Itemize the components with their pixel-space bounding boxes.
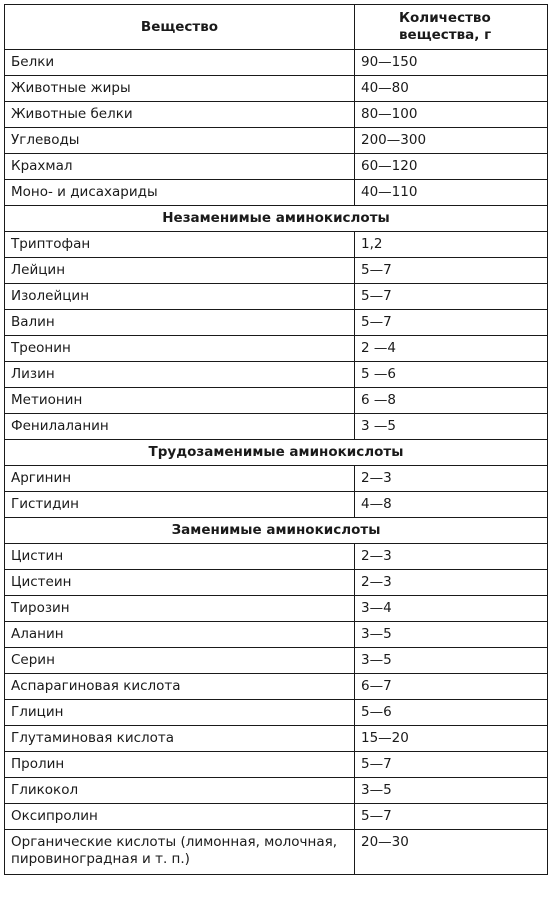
substance-cell: Органические кислоты (лимонная, молочная, пировиноградная и т. п.) <box>5 830 355 875</box>
header-row <box>5 5 548 50</box>
substance-cell: Тирозин <box>5 596 355 622</box>
table-row <box>5 778 548 804</box>
table-row <box>5 804 548 830</box>
table-row <box>5 76 548 102</box>
substance-cell: Аланин <box>5 622 355 648</box>
table-row <box>5 700 548 726</box>
table-row <box>5 180 548 206</box>
amount-cell: 5—7 <box>355 284 548 310</box>
table-row <box>5 622 548 648</box>
amount-cell: 3—5 <box>355 622 548 648</box>
section-title: Трудозаменимые аминокислоты <box>5 440 548 466</box>
table-body <box>5 50 548 875</box>
table-row <box>5 570 548 596</box>
table-row <box>5 154 548 180</box>
amount-cell: 5—6 <box>355 700 548 726</box>
amount-cell: 1,2 <box>355 232 548 258</box>
section-title: Заменимые аминокислоты <box>5 518 548 544</box>
amount-cell: 90—150 <box>355 50 548 76</box>
substance-cell: Глицин <box>5 700 355 726</box>
section-row <box>5 206 548 232</box>
table-row <box>5 310 548 336</box>
amount-cell: 3—5 <box>355 778 548 804</box>
nutrient-table <box>4 4 548 875</box>
substance-cell: Глутаминовая кислота <box>5 726 355 752</box>
amount-cell: 6 —8 <box>355 388 548 414</box>
table-row <box>5 414 548 440</box>
substance-cell: Метионин <box>5 388 355 414</box>
amount-cell: 80—100 <box>355 102 548 128</box>
substance-cell: Гистидин <box>5 492 355 518</box>
amount-cell: 5—7 <box>355 752 548 778</box>
substance-cell: Аргинин <box>5 466 355 492</box>
substance-cell: Лейцин <box>5 258 355 284</box>
amount-cell: 40—80 <box>355 76 548 102</box>
header-substance: Вещество <box>5 5 355 50</box>
table-row <box>5 544 548 570</box>
substance-cell: Фенилаланин <box>5 414 355 440</box>
substance-cell: Валин <box>5 310 355 336</box>
table-row <box>5 362 548 388</box>
amount-cell: 20—30 <box>355 830 548 875</box>
amount-cell: 2—3 <box>355 570 548 596</box>
table-row <box>5 648 548 674</box>
substance-cell: Белки <box>5 50 355 76</box>
table-row <box>5 388 548 414</box>
header-amount: Количество вещества, г <box>355 5 548 50</box>
substance-cell: Углеводы <box>5 128 355 154</box>
table-row <box>5 284 548 310</box>
amount-cell: 2 —4 <box>355 336 548 362</box>
substance-cell: Цистин <box>5 544 355 570</box>
table-row <box>5 830 548 875</box>
table-row <box>5 752 548 778</box>
table-row <box>5 466 548 492</box>
section-row <box>5 440 548 466</box>
substance-cell: Аспарагиновая кислота <box>5 674 355 700</box>
table-row <box>5 102 548 128</box>
substance-cell: Изолейцин <box>5 284 355 310</box>
table-row <box>5 232 548 258</box>
amount-cell: 40—110 <box>355 180 548 206</box>
section-title: Незаменимые аминокислоты <box>5 206 548 232</box>
substance-cell: Лизин <box>5 362 355 388</box>
table-row <box>5 336 548 362</box>
amount-cell: 15—20 <box>355 726 548 752</box>
amount-cell: 3 —5 <box>355 414 548 440</box>
amount-cell: 5 —6 <box>355 362 548 388</box>
table-row <box>5 674 548 700</box>
table-row <box>5 726 548 752</box>
substance-cell: Треонин <box>5 336 355 362</box>
amount-cell: 2—3 <box>355 544 548 570</box>
substance-cell: Крахмал <box>5 154 355 180</box>
amount-cell: 3—4 <box>355 596 548 622</box>
substance-cell: Серин <box>5 648 355 674</box>
substance-cell: Моно- и дисахариды <box>5 180 355 206</box>
amount-cell: 6—7 <box>355 674 548 700</box>
substance-cell: Оксипролин <box>5 804 355 830</box>
table-row <box>5 258 548 284</box>
amount-cell: 4—8 <box>355 492 548 518</box>
amount-cell: 5—7 <box>355 310 548 336</box>
table-row <box>5 596 548 622</box>
table-row <box>5 128 548 154</box>
substance-cell: Гликокол <box>5 778 355 804</box>
amount-cell: 5—7 <box>355 804 548 830</box>
substance-cell: Пролин <box>5 752 355 778</box>
substance-cell: Животные жиры <box>5 76 355 102</box>
amount-cell: 60—120 <box>355 154 548 180</box>
amount-cell: 200—300 <box>355 128 548 154</box>
amount-cell: 5—7 <box>355 258 548 284</box>
substance-cell: Цистеин <box>5 570 355 596</box>
table-row <box>5 492 548 518</box>
amount-cell: 3—5 <box>355 648 548 674</box>
substance-cell: Триптофан <box>5 232 355 258</box>
substance-cell: Животные белки <box>5 102 355 128</box>
section-row <box>5 518 548 544</box>
amount-cell: 2—3 <box>355 466 548 492</box>
table-row <box>5 50 548 76</box>
